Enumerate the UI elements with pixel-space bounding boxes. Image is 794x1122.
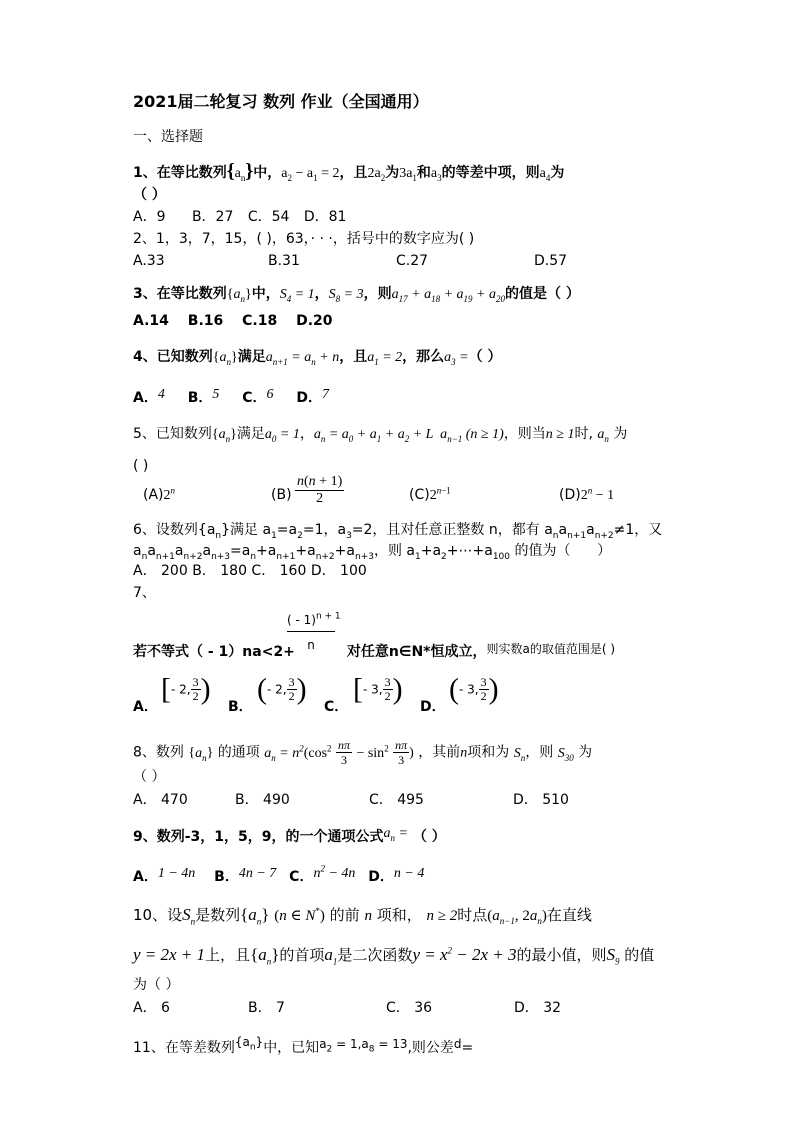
question-1-paren: （ ） xyxy=(133,187,166,203)
question-1: 1、在等比数列$\{a_n\}$中，$a_2 - a_1 = 2$，且$2a_2$为$3a_1$和$a_3$的等差中项，则$a_4$为 xyxy=(133,160,565,183)
question-10-paren: 为（ ） xyxy=(133,977,180,993)
question-5-paren: ( ) xyxy=(133,458,149,474)
section-heading: 一、选择题 xyxy=(133,129,203,145)
question-10-option-a: A． 6 xyxy=(133,1000,170,1016)
question-2-option-c: C.27 xyxy=(396,253,429,269)
question-6-options: A． 200 B． 180 C． 160 D． 100 xyxy=(133,563,367,579)
option-a: A．9 xyxy=(133,209,166,225)
question-10-line-1: 10、设$S_n$是数列$\{a_n\}$ (n ∈ N*) 的前 n 项和， n ≥ 2时点($a_{n-1}$, $2a_n$)在直线 xyxy=(133,905,592,927)
question-5: 5、已知数列$\{a_n\}$满足$a_0 = 1$，$a_n = a_0 + a_1 + a_2 + L$ $a_{n-1}$ (n ≥ 1)，则当n ≥ 1时, $a_n$ 为 xyxy=(133,426,628,444)
question-11: 11、在等差数列$\{a_n\}$中，已知$a_2 = 1,a_8 = 13$,则公差d= xyxy=(133,1035,474,1056)
question-8: 8、数列 $\{a_n\}$ 的通项 $a_n = n^2(\cos^2$ $\frac{n\pi}{3}$ − $\sin^2$ $\frac{n\pi}{3}$ ) ，其前n项和为 $S_n$，则 $S_{30}$ 为 xyxy=(133,738,593,767)
question-4: 4、已知数列$\{a_n\}$满足$a_{n+1} = a_n + n$，且$a_1 = 2$，那么$a_3$ =（ ） xyxy=(133,349,502,367)
question-10-option-d: D． 32 xyxy=(514,1000,562,1016)
question-8-option-d: D． 510 xyxy=(513,792,569,808)
question-4-options: A．4 B．5 C．6 D．7 xyxy=(133,387,330,406)
question-3: 3、在等比数列$\{a_n\}$中，$S_4 = 1$，$S_8 = 3$，则$a_{17} + a_{18} + a_{19} + a_{20}$的值是（ ） xyxy=(133,286,580,304)
question-9: 9、数列-3，1，5，9，的一个通项公式$a_n$ = （ ） xyxy=(133,826,446,845)
question-1-options xyxy=(133,208,346,226)
question-10-line-2: y = 2x + 1上，且$\{a_n\}$的首项$a_1$是二次函数$y = x^2 - 2x + 3$的最小值，则$S_9$ 的值 xyxy=(133,945,655,967)
question-2: 2、1，3，7，15，( )，63，· · ·，括号中的数字应为( ) xyxy=(133,231,475,247)
question-7-fraction-bar xyxy=(287,631,335,632)
document-page: 2021届二轮复习 数列 作业（全国通用） 一、选择题 1、在等比数列$\{a_n\}$中，$a_2 - a_1 = 2$，且$2a_2$为$3a_1$和$a_3$的等差中项，则$a_4$为 （ ） A．9 B．27 C．54 D．81 2、1，3，7，15，( )，63，· · ·，括号中的数字应为( ) A.33 B.31 C.27 D.57 3、在等比数列$\{a_n\}$中，$S_4 = 1$，$S_8 = 3$，则$a_{17} + a_{18} + a_{19} + a_{20}$的值是（ ） A.14 B.16 C.18 D.20 4、已知数列$\{a_n\}$满足$a_{n+1} = a_n + n$，且$a_1 = 2$，那么$a_3$ =（ ） A．4 B．5 C．6 D．7 5、已知数列$\{a_n\}$满足$a_0 = 1$，$a_n = a_0 + a_1 + a_2 + L$ $a_{n-1}$ (n ≥ 1)，则当n ≥ 1时, $a_n$ 为 ( ) (A)2$^n$ (B) $\frac{n(n + 1)}{2}$ $(C)2^{n-1}$ $(D)2^n - 1$ 6、设数列$\{a_n\}$满足 $a_1=a_2=1$，$a_3=2$，且对任意正整数 n，都有 $a_na_{n+1}a_{n+2}\ne 1$，又 $a_na_{n+1}a_{n+2}a_{n+3}=a_n+a_{n+1}+a_{n+2}+a_{n+3}$，则 $a_1+a_2+\cdots+a_{100}$ 的值为（ ） A． 200 B． 180 C． 160 D． 100 7、 ( - 1)$^{n + 1}$ n 若不等式（ - 1）na<2+ 对任意n∈N*恒成立，则实数a的取值范围是( ) A． [- 2, $\frac{3}{2}$ ) B． (- 2, $\frac{3}{2}$ ) C． [- 3, $\frac{3}{2}$ ) D． (- 3, $\frac{3}{2}$ ) 8、数列 $\{a_n\}$ 的通项 $a_n = n^2(\cos^2$ $\frac{n\pi}{3}$ − $\sin^2$ $\frac{n\pi}{3}$ ) ，其前n项和为 $S_n$，则 $S_{30}$ 为 （ ） A． 470 B． 490 C． 495 D． 510 9、数列-3，1，5，9，的一个通项公式$a_n$ = （ ） A．1 − 4n B．4n − 7 C．$n^2 - 4n$ D．n − 4 10、设$S_n$是数列$\{a_n\}$ (n ∈ N*) 的前 n 项和， n ≥ 2时点($a_{n-1}$, $2a_n$)在直线 y = 2x + 1上，且$\{a_n\}$的首项$a_1$是二次函数$y = x^2 - 2x + 3$的最小值，则$S_9$ 的值 为（ ） A． 6 B． 7 C． 36 D． 32 11、在等差数列$\{a_n\}$中，已知$a_2 = 1,a_8 = 13$,则公差d= xyxy=(133,92,663,1056)
question-10-option-c: C． 36 xyxy=(386,1000,433,1016)
question-3-options: A.14 B.16 C.18 D.20 xyxy=(133,313,333,329)
page-title: 2021届二轮复习 数列 作业（全国通用） xyxy=(133,92,429,111)
option-b: B．27 xyxy=(191,209,234,225)
option-d: D．81 xyxy=(303,209,347,225)
question-7-text: 若不等式（ - 1）na<2+ 对任意n∈N*恒成立，则实数a的取值范围是( ) xyxy=(133,642,616,660)
question-7-fraction-denominator: n xyxy=(307,638,315,652)
question-9-options: A．1 − 4n B．4n − 7 C．$n^2 - 4n$ D．n − 4 xyxy=(133,863,425,885)
question-2-option-d: D.57 xyxy=(534,253,568,269)
question-6-line-2: $a_na_{n+1}a_{n+2}a_{n+3}=a_n+a_{n+1}+a_{n+2}+a_{n+3}$，则 $a_1+a_2+\cdots+a_{100}$ 的值为（ ） xyxy=(133,543,612,562)
question-2-option-a: A.33 xyxy=(133,253,165,269)
question-10-option-b: B． 7 xyxy=(248,1000,285,1016)
question-7-number: 7、 xyxy=(133,585,156,601)
option-c: C．54 xyxy=(247,209,290,225)
question-6-line-1: 6、设数列$\{a_n\}$满足 $a_1=a_2=1$，$a_3=2$，且对任意正整数 n，都有 $a_na_{n+1}a_{n+2}\ne 1$，又 xyxy=(133,522,663,541)
question-2-option-b: B.31 xyxy=(268,253,300,269)
question-8-paren: （ ） xyxy=(133,769,166,785)
question-8-option-a: A． 470 xyxy=(133,792,188,808)
question-8-option-c: C． 495 xyxy=(369,792,424,808)
question-7-fraction-numerator: ( - 1)$^{n + 1}$ xyxy=(287,611,341,627)
question-8-option-b: B． 490 xyxy=(235,792,290,808)
